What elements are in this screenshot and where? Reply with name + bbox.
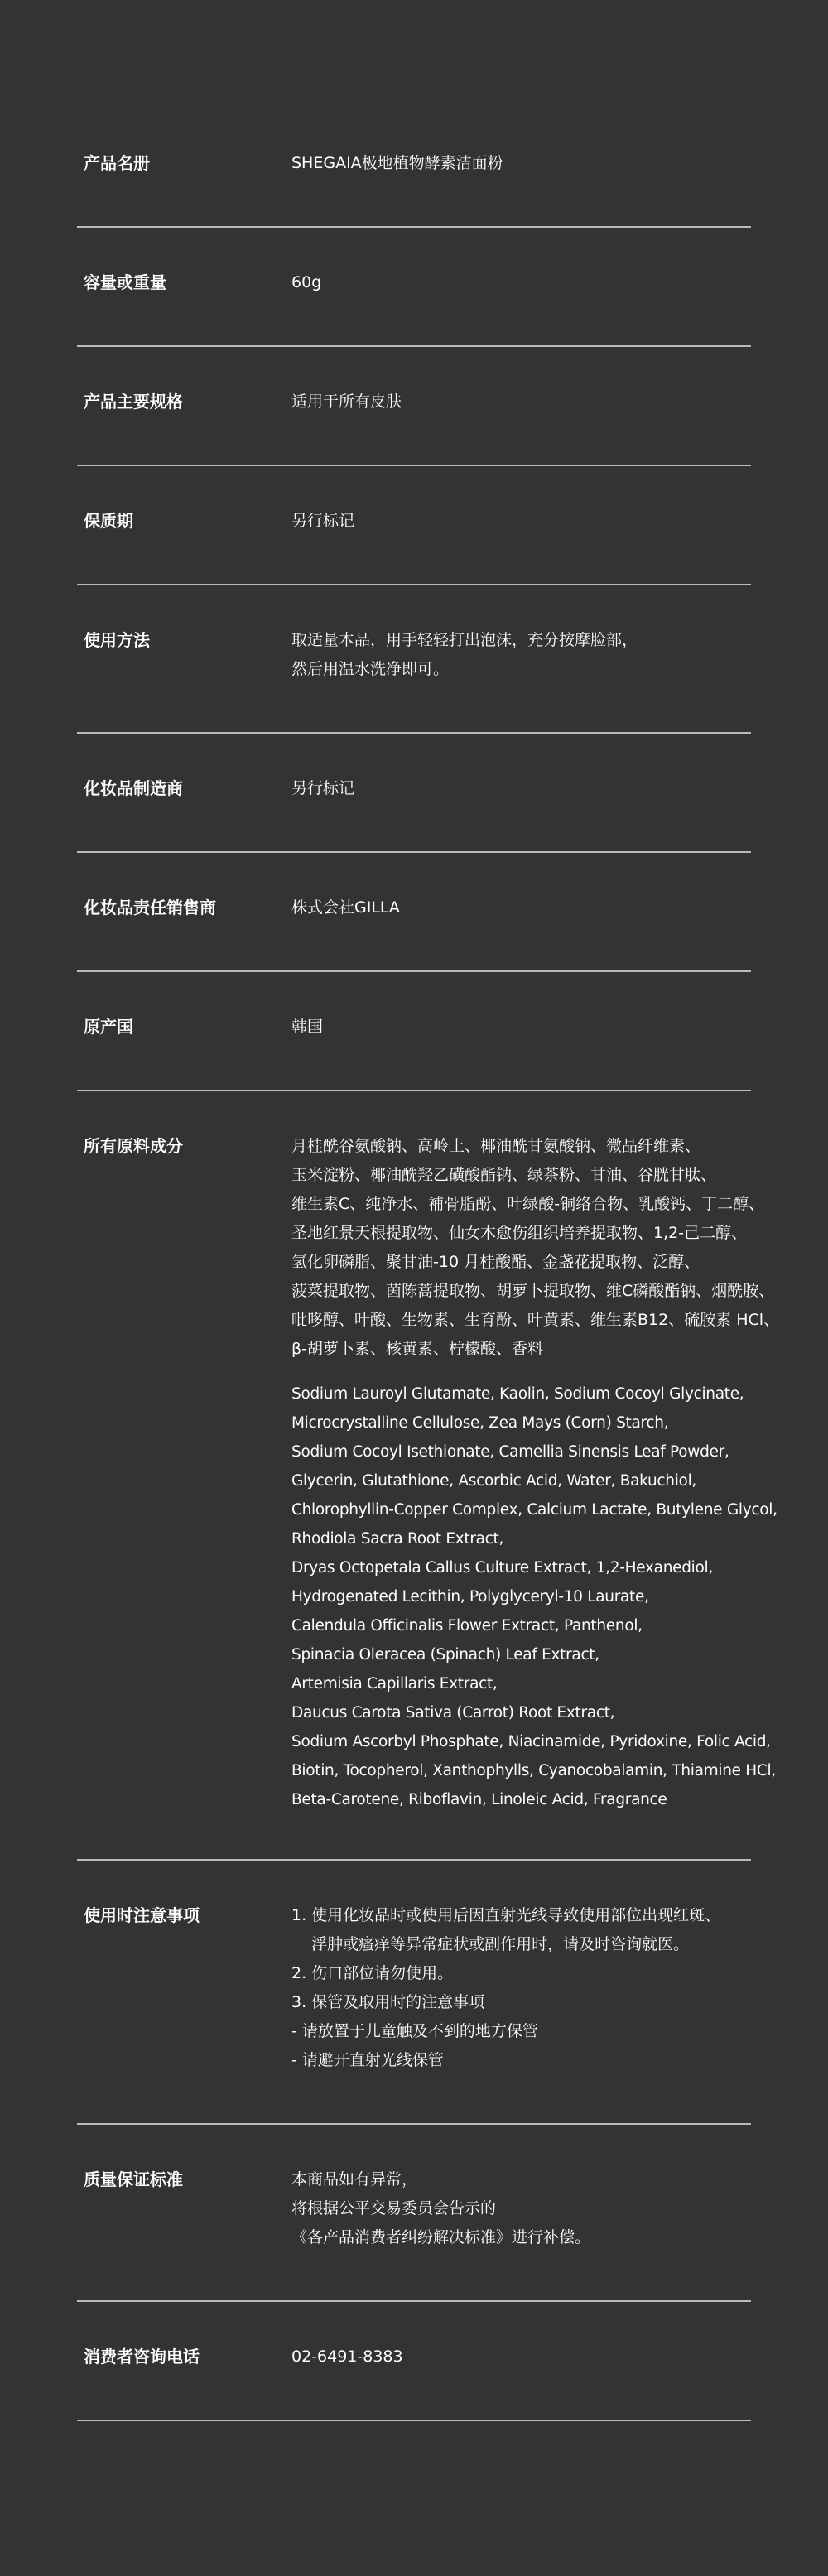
row-value bbox=[291, 2342, 755, 2371]
row-label: 消费者咨询电话 bbox=[84, 2347, 200, 2367]
row-value bbox=[291, 268, 755, 297]
ingredient-line-en: Hydrogenated Lecithin, Polyglyceryl-10 Laurate, bbox=[291, 1588, 649, 1606]
row-value bbox=[291, 1132, 780, 1814]
ingredient-line-en: Biotin, Tocopherol, Xanthophylls, Cyanocobalamin, Thiamine HCl, bbox=[291, 1762, 776, 1779]
info-row-precautions bbox=[77, 1901, 751, 2125]
info-row-usage bbox=[77, 626, 751, 734]
precaution-line: - 请放置于儿童触及不到的地方保管 bbox=[291, 2022, 538, 2040]
ingredient-line: 玉米淀粉、椰油酰羟乙磺酸酯钠、绿茶粉、甘油、谷胱甘肽、 bbox=[291, 1166, 717, 1184]
row-value bbox=[291, 2165, 755, 2252]
row-label: 所有原料成分 bbox=[84, 1136, 183, 1156]
info-row-ingredients bbox=[77, 1132, 780, 1861]
value-line: 韩国 bbox=[291, 1018, 324, 1036]
precaution-line: - 请避开直射光线保管 bbox=[291, 2051, 444, 2069]
value-line: 然后用温水洗净即可。 bbox=[291, 660, 450, 678]
row-value bbox=[291, 388, 755, 416]
row-value bbox=[291, 893, 755, 922]
value-line: 另行标记 bbox=[291, 512, 355, 530]
info-row-spec bbox=[77, 388, 751, 466]
ingredient-line-en: Sodium Ascorbyl Phosphate, Niacinamide, Pyridoxine, Folic Acid, bbox=[291, 1733, 771, 1750]
ingredient-line: 氢化卵磷脂、聚甘油-10 月桂酸酯、金盏花提取物、泛醇、 bbox=[291, 1253, 700, 1271]
ingredients-english bbox=[291, 1379, 777, 1814]
ingredient-line-en: Calendula Officinalis Flower Extract, Panthenol, bbox=[291, 1617, 643, 1635]
ingredient-line-en: Chlorophyllin-Copper Complex, Calcium Lactate, Butylene Glycol, bbox=[291, 1501, 777, 1519]
ingredient-line-en: Daucus Carota Sativa (Carrot) Root Extract, bbox=[291, 1704, 615, 1721]
phone-number: 02-6491-8383 bbox=[291, 2347, 403, 2366]
row-label: 保质期 bbox=[84, 511, 133, 531]
precaution-line: 2. 伤口部位请勿使用。 bbox=[291, 1964, 454, 1982]
row-label: 产品名册 bbox=[84, 153, 150, 173]
row-value bbox=[291, 1013, 755, 1042]
ingredient-line-en: Artemisia Capillaris Extract, bbox=[291, 1675, 498, 1692]
ingredient-line-en: Sodium Lauroyl Glutamate, Kaolin, Sodium Cocoyl Glycinate, bbox=[291, 1385, 744, 1403]
ingredient-line: 菠菜提取物、茵陈蒿提取物、胡萝卜提取物、维C磷酸酯钠、烟酰胺、 bbox=[291, 1282, 775, 1300]
row-value bbox=[291, 774, 755, 803]
value-line: 适用于所有皮肤 bbox=[291, 392, 402, 411]
value-line: 株式会社GILLA bbox=[291, 898, 400, 917]
info-row-product-name bbox=[77, 149, 751, 228]
info-row-manufacturer bbox=[77, 774, 751, 853]
row-value bbox=[291, 626, 755, 684]
info-row-shelf-life bbox=[77, 507, 751, 585]
ingredient-line-en: Glycerin, Glutathione, Ascorbic Acid, Water, Bakuchiol, bbox=[291, 1472, 696, 1490]
value-line: 取适量本品，用手轻轻打出泡沫，充分按摩脸部， bbox=[291, 631, 638, 649]
ingredient-line-en: Sodium Cocoyl Isethionate, Camellia Sinensis Leaf Powder, bbox=[291, 1443, 729, 1461]
ingredient-line: 吡哆醇、叶酸、生物素、生育酚、叶黄素、维生素B12、硫胺素 HCl、 bbox=[291, 1311, 780, 1329]
info-row-origin bbox=[77, 1013, 751, 1091]
info-row-quality-standard bbox=[77, 2165, 751, 2302]
ingredient-line: 月桂酰谷氨酸钠、高岭土、椰油酰甘氨酸钠、微晶纤维素、 bbox=[291, 1137, 701, 1155]
value-line: 将根据公平交易委员会告示的 bbox=[291, 2199, 497, 2217]
ingredient-line: β-胡萝卜素、核黄素、柠檬酸、香料 bbox=[291, 1340, 543, 1358]
info-row-seller bbox=[77, 893, 751, 972]
row-label: 容量或重量 bbox=[84, 272, 166, 292]
value-line: 60g bbox=[291, 273, 322, 291]
info-row-capacity bbox=[77, 268, 751, 347]
ingredient-line: 圣地红景天根提取物、仙女木愈伤组织培养提取物、1,2-己二醇、 bbox=[291, 1224, 748, 1242]
row-value bbox=[291, 149, 755, 178]
ingredient-line-en: Dryas Octopetala Callus Culture Extract, 1,2-Hexanediol, bbox=[291, 1559, 713, 1577]
row-label: 产品主要规格 bbox=[84, 392, 183, 412]
precaution-line: 3. 保管及取用时的注意事项 bbox=[291, 1993, 485, 2011]
ingredient-line-en: Spinacia Oleracea (Spinach) Leaf Extract, bbox=[291, 1646, 599, 1664]
value-line: 另行标记 bbox=[291, 779, 355, 797]
ingredient-line: 维生素C、纯净水、補骨脂酚、叶绿酸-铜络合物、乳酸钙、丁二醇、 bbox=[291, 1195, 765, 1213]
precaution-line: 浮肿或瘙痒等异常症状或副作用时，请及时咨询就医。 bbox=[291, 1935, 690, 1953]
ingredient-line-en: Microcrystalline Cellulose, Zea Mays (Corn) Starch, bbox=[291, 1414, 669, 1432]
precaution-line: 1. 使用化妆品时或使用后因直射光线导致使用部位出现红斑、 bbox=[291, 1906, 721, 1924]
row-value bbox=[291, 1901, 755, 2075]
ingredient-line-en: Beta-Carotene, Riboflavin, Linoleic Acid, Fragrance bbox=[291, 1791, 667, 1808]
row-label: 质量保证标准 bbox=[84, 2169, 183, 2189]
row-label: 化妆品责任销售商 bbox=[84, 898, 216, 917]
row-label: 使用时注意事项 bbox=[84, 1905, 200, 1925]
info-row-consumer-phone bbox=[77, 2342, 751, 2421]
row-label: 原产国 bbox=[84, 1017, 133, 1037]
ingredient-line-en: Rhodiola Sacra Root Extract, bbox=[291, 1530, 504, 1548]
row-value bbox=[291, 507, 755, 536]
row-label: 使用方法 bbox=[84, 630, 150, 650]
value-line: SHEGAIA极地植物酵素洁面粉 bbox=[291, 154, 503, 172]
value-line: 《各产品消费者纠纷解决标准》进行补偿。 bbox=[291, 2228, 591, 2246]
row-label: 化妆品制造商 bbox=[84, 778, 183, 798]
value-line: 本商品如有异常， bbox=[291, 2170, 418, 2188]
